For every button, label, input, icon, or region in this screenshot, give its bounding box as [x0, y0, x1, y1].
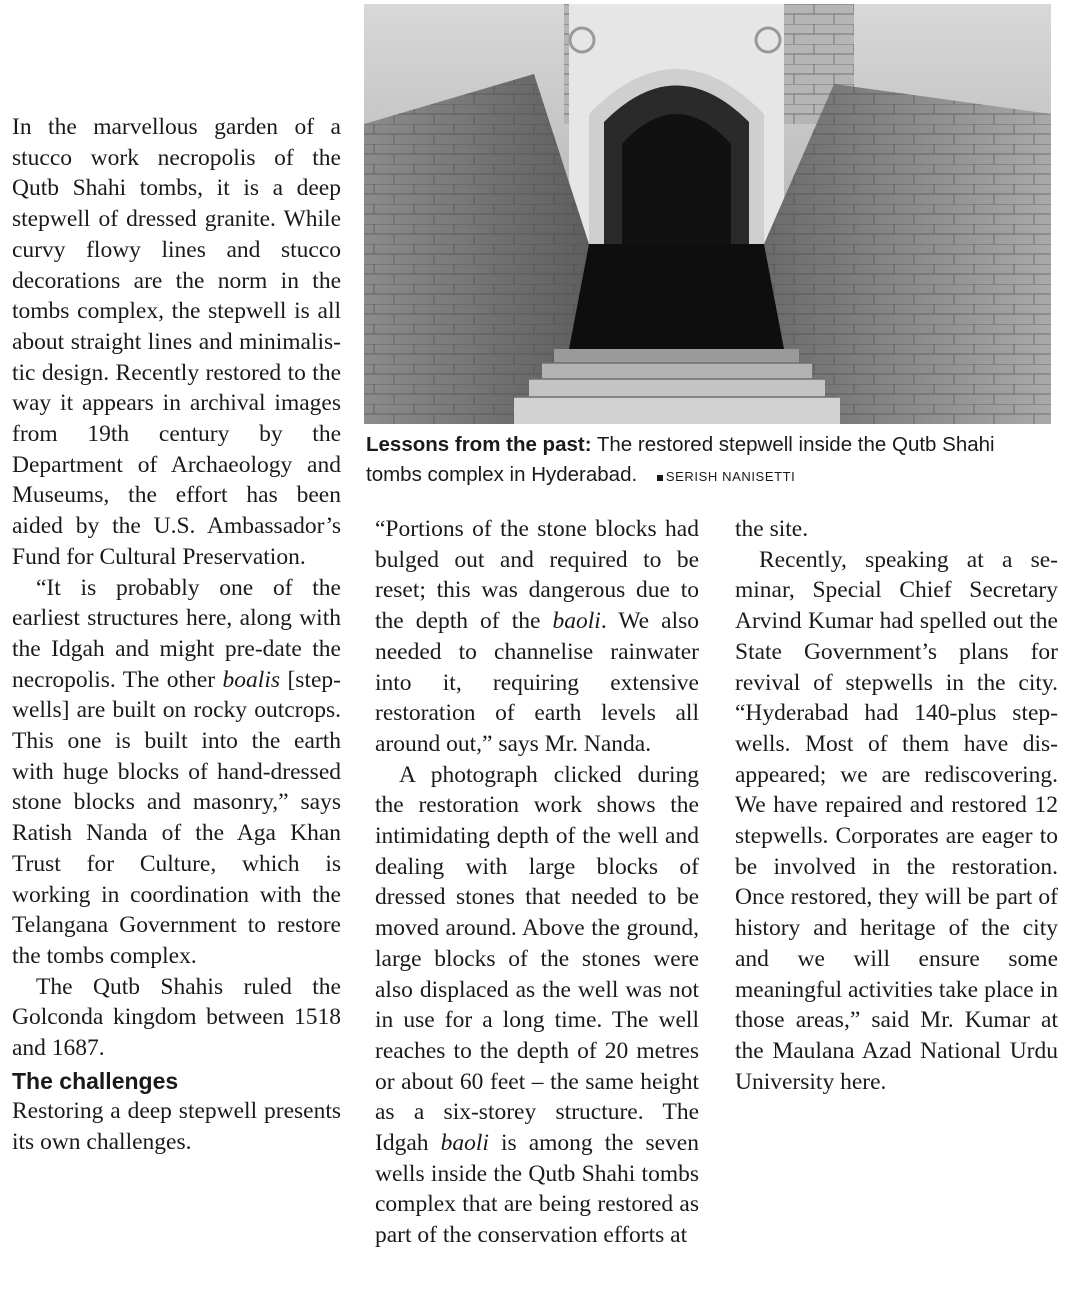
photo-credit [657, 469, 796, 484]
article-column-2 [375, 514, 699, 1251]
paragraph: In the marvellous garden of a stucco work necropolis of the Qutb Shahi tombs, it is a deep stepwell of dressed granite. While curvy flowy lines and stucco decorations are the norm in the tombs complex, the stepwell is all about straight lines and minimalistic design. Recently restored to the way it appears in archival images from 19th century by the Department of Archaeology and Museums, the effort has been aided by the U.S. Ambassador’s Fund for Cultural Preservation. [12, 114, 341, 570]
text-run: is among the seven wells inside the Qutb Shahi tombs complex that are being restored as part of the conservation efforts at [375, 1130, 699, 1249]
article-column-3 [735, 514, 1058, 1097]
paragraph: Recently, speaking at a seminar, Special Chief Secretary Arvind Kumar had spelled out the State Government’s plans for revival of stepwells in the city. “Hyderabad had 140-plus stepwells. Most of them have disappeared; we are rediscovering. We have repaired and restored 12 stepwells. Corporates are eager to be involved in the restoration. Once restored, they will be part of history and heritage of the city and we will ensure some meaningful activities take place in those areas,” said Mr. Kumar at the Maulana Azad National Urdu University here. [735, 546, 1058, 1095]
italic-term: baoli [552, 608, 601, 635]
credit-square-icon [657, 475, 663, 481]
paragraph: the site. [735, 516, 809, 542]
text-run: . We also needed to channelise rainwater into it, requiring extensive restoration of earth levels all around out,” says Mr. Nanda. [375, 608, 699, 757]
text-run: [stepwells] are built on rocky outcrops. This one is built into the earth with huge blocks of hand-dressed stone blocks and masonry,” says Ratish Nanda of the Aga Khan Trust for Culture, which is working in coordination with the Telangana Government to restore the tombs complex. [12, 666, 341, 969]
paragraph [375, 514, 699, 760]
paragraph: Restoring a deep stepwell presents its own challenges. [12, 1097, 341, 1155]
text-run: A photograph clicked during the restoration work shows the intimidating depth of the well and dealing with large blocks of dressed stones that needed to be moved around. Above the ground, large blocks of the stones were also displaced as the well was not in use for a long time. The well reaches to the depth of 20 metres or about 60 feet – the same height as a six-storey structure. The Idgah [375, 761, 699, 1157]
subheading: The challenges [12, 1067, 179, 1094]
paragraph: The Qutb Shahis ruled the Golconda kingdom between 1518 and 1687. [12, 973, 341, 1062]
text-run: “Portions of the stone blocks had bulged out and required to be reset; this was dangerous due to the depth of the [375, 516, 699, 635]
paragraph [375, 760, 699, 1251]
paragraph [12, 573, 341, 972]
text-run: “It is probably one of the earliest structures here, along with the Idgah and might pre-date the necropolis. The other [12, 574, 341, 693]
stepwell-photo [364, 4, 1051, 424]
article-column-1 [12, 112, 341, 1157]
stepwell-illustration [364, 4, 1051, 424]
caption-lead: Lessons from the past: [366, 433, 592, 456]
photo-credit-text: SERISH NANISETTI [665, 469, 796, 484]
italic-term: baoli [440, 1130, 489, 1157]
caption-text: The restored stepwell inside the Qutb Shahi tombs complex in Hyderabad. [366, 433, 995, 486]
photo-caption [366, 430, 1056, 492]
italic-term: boalis [222, 666, 281, 693]
